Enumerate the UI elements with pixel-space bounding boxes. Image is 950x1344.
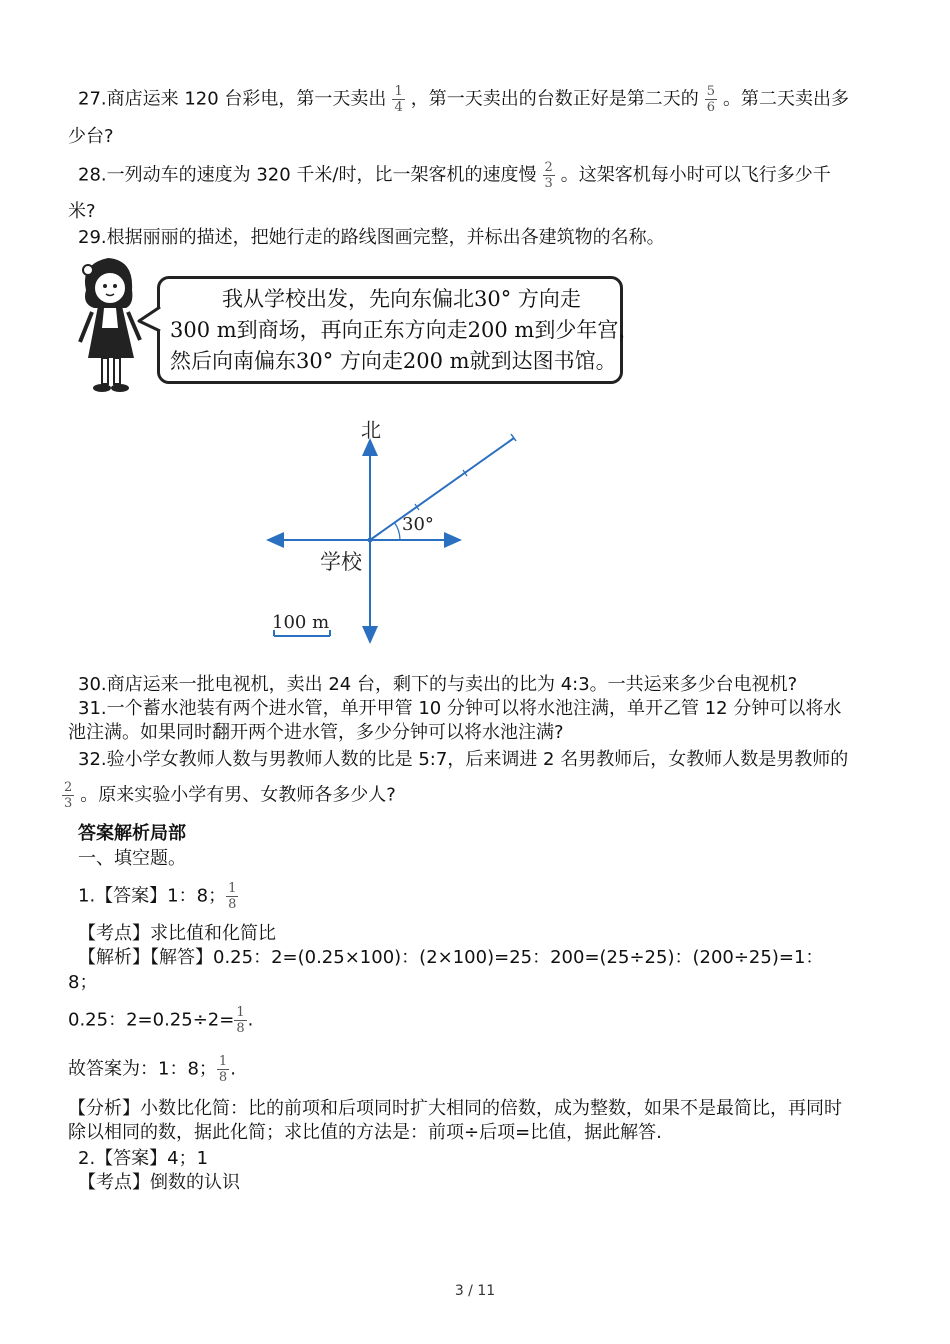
a1-answer-fraction: $\frac{1}{8}$ [228,881,237,912]
north-label: 北 [361,418,381,442]
a2-kaodian: 【考点】倒数的认识 [78,1172,240,1193]
a1-calc-suffix: . [247,1009,254,1031]
answers-section-title: 一、填空题。 [78,848,186,869]
a1-jiexi-line1: 【解析】【解答】0.25：2=(0.25×100)：(2×100)=25：200=(25÷25)：(200÷25)=1： [78,947,824,968]
a1-final-fraction: $\frac{1}{8}$ [218,1054,228,1085]
q28-text-part2: 。这架客机每小时可以飞行多少千 [560,164,831,186]
a1-kaodian: 【考点】求比值和化简比 [78,923,276,944]
q28-line1 [78,161,831,190]
q31-line1: 31.一个蓄水池装有两个进水管，单开甲管 10 分钟可以将水池注满，单开乙管 12 分钟可以将水 [78,698,842,719]
q32-fraction: $\frac{2}{3}$ [64,780,73,811]
q27-fraction-2: $\frac{5}{6}$ [706,84,715,115]
a1-calc-fraction: $\frac{1}{8}$ [236,1005,245,1036]
q28-line2: 米? [68,201,96,222]
a1-final [68,1055,236,1084]
school-label: 学校 [320,550,362,574]
speech-bubble-tail [137,305,161,335]
answers-heading: 答案解析局部 [78,823,186,844]
q27-fraction-1: $\frac{1}{4}$ [394,84,403,115]
speech-line-2: 300 m到商场，再向正东方向走200 m到少年宫， [170,318,640,342]
route-segment-to-mall [370,438,514,540]
speech-line-3: 然后向南偏东30° 方向走200 m就到达图书馆。 [170,349,617,373]
angle-label: 30° [402,514,434,535]
q28-fraction: $\frac{2}{3}$ [544,160,553,191]
speech-line-1: 我从学校出发，先向东偏北30° 方向走 [222,287,581,311]
a1-calc-text: 0.25：2=0.25÷2= [68,1009,235,1031]
school-point [368,538,373,543]
a1-jiexi-line2: 8； [68,972,98,993]
q27-line1 [78,85,849,114]
a1-final-text: 故答案为：1：8； [68,1058,217,1080]
page-number: 3 / 11 [454,1283,496,1299]
q27-text-part2: ，第一天卖出的台数正好是第二天的 [410,88,699,110]
a1-answer [78,882,244,911]
a2-answer: 2.【答案】4；1 [78,1148,209,1169]
q32-line2 [62,781,396,810]
a1-fenxi-line1: 【分析】小数比化简：比的前项和后项同时扩大相同的倍数，成为整数，如果不是最简比，再同时 [68,1098,842,1119]
a1-fenxi-line2: 除以相同的数，据此化简；求比值的方法是：前项÷后项=比值，据此解答. [68,1122,662,1143]
angle-arc [394,522,400,540]
q27-text-part3: 。第二天卖出多 [723,88,849,110]
q32-line1: 32.验小学女教师人数与男教师人数的比是 5:7，后来调进 2 名男教师后，女教师人数是男教师的 [78,749,849,770]
a1-final-suffix: . [230,1058,236,1080]
q30-text: 30.商店运来一批电视机，卖出 24 台，剩下的与卖出的比为 4:3。一共运来多少台电视机? [78,674,798,695]
q28-text-part1: 28.一列动车的速度为 320 千米/时，比一架客机的速度慢 [78,164,537,186]
scale-label: 100 m [272,612,330,633]
a1-calc [68,1006,253,1035]
q32-text-part2: 。原来实验小学有男、女教师各多少人? [80,784,396,806]
q31-line2: 池注满。如果同时翻开两个进水管，多少分钟可以将水池注满? [68,722,564,743]
q27-text-part1: 27.商店运来 120 台彩电，第一天卖出 [78,88,387,110]
q27-line2: 少台? [68,126,114,147]
a1-answer-text: 1.【答案】1：8； [78,885,227,907]
q29-text: 29.根据丽丽的描述，把她行走的路线图画完整，并标出各建筑物的名称。 [78,227,665,248]
